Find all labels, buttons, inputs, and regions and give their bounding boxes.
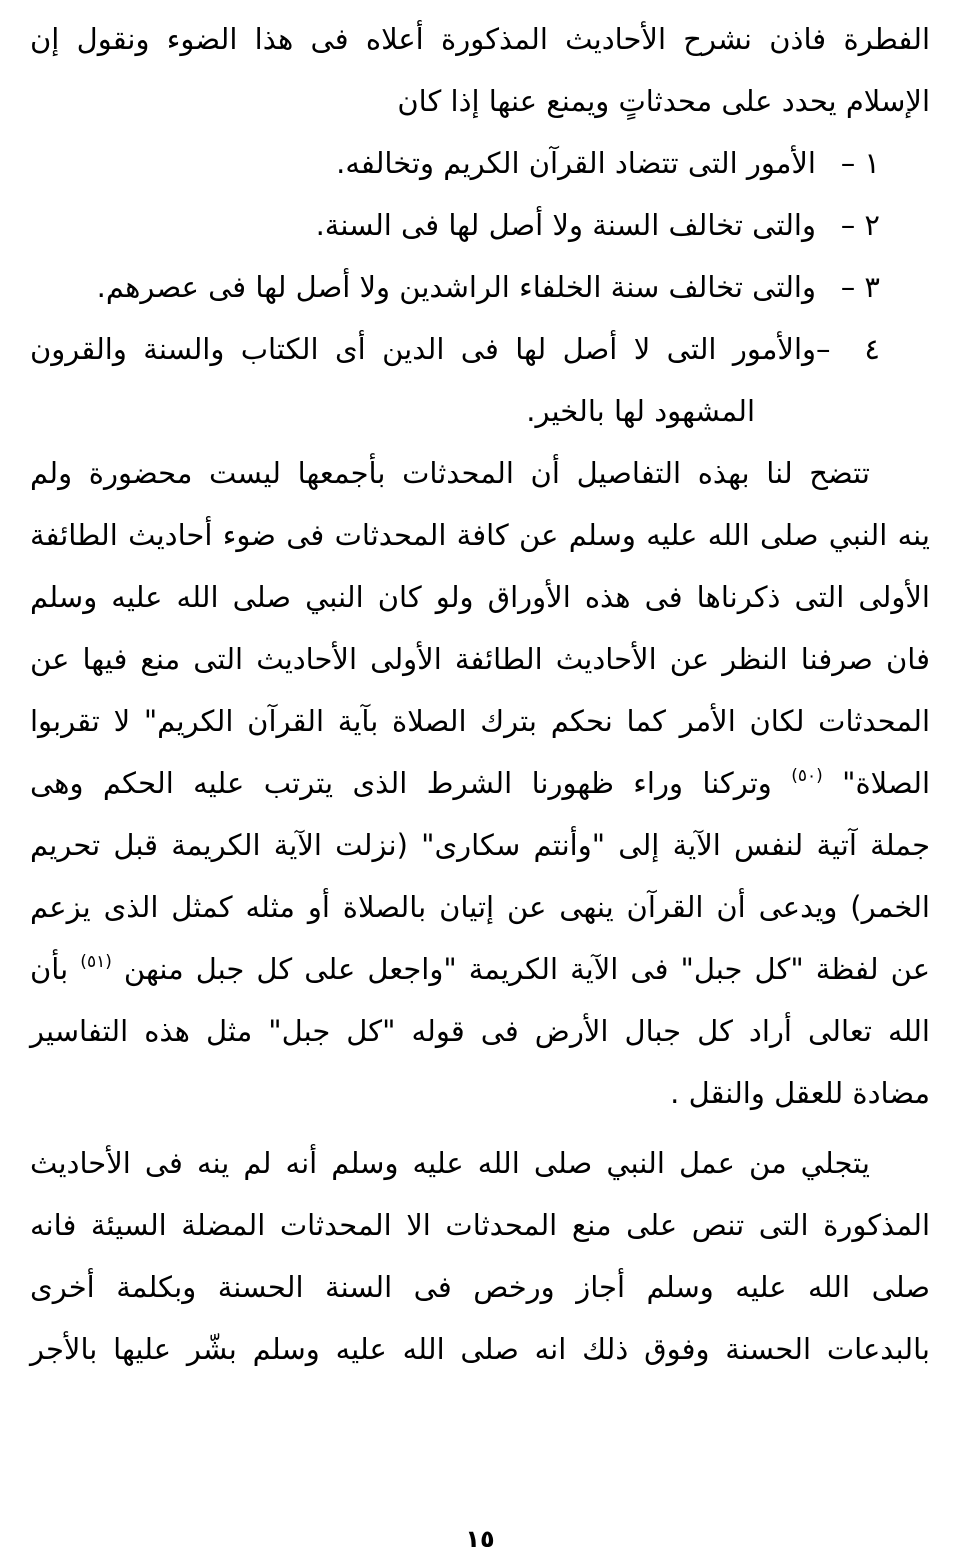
list-item-number: ١ – [840, 146, 880, 180]
list-item-text: والتى تخالف السنة ولا أصل لها فى السنة. [315, 208, 816, 242]
page-number: ١٥ [465, 1525, 495, 1553]
list-item [30, 318, 880, 380]
body-text-line: الفطرة فاذن نشرح الأحاديث المذكورة أعلاه فى هذا الضوء ونقول إن [30, 22, 930, 56]
list-item [30, 194, 880, 256]
list-item-text: والأمور التى لا أصل لها فى الدين أى الكتاب والسنة والقرون [30, 332, 816, 366]
body-text-line: الله تعالى أراد كل جبال الأرض فى قوله "كل جبل" مثل هذه التفاسير [30, 1014, 930, 1048]
body-text-line [30, 752, 930, 814]
body-text-line: بالبدعات الحسنة وفوق ذلك انه صلى الله عليه وسلم بشّر عليها بالأجر [30, 1332, 930, 1366]
body-text-line: الإسلام يحدد على محدثاتٍ ويمنع عنها إذا كان [397, 84, 930, 118]
text-segment: الصلاة" [842, 766, 931, 800]
body-text-line: مضادة للعقل والنقل . [670, 1076, 930, 1110]
list-item-number: ٣ – [840, 270, 880, 304]
body-text-line: المحدثات لكان الأمر كما نحكم بترك الصلاة بآية القرآن الكريم" لا تقربوا [30, 704, 930, 738]
body-text-line: ينه النبي صلى الله عليه وسلم عن كافة المحدثات فى ضوء أحاديث الطائفة [30, 518, 930, 552]
body-text-line: فان صرفنا النظر عن الأحاديث الطائفة الأولى الأحاديث التى منع فيها عن [30, 642, 930, 676]
paragraph-first-line: تتضح لنا بهذه التفاصيل أن المحدثات بأجمعها ليست محضورة ولم [30, 456, 870, 490]
list-item-number: ٤ – [816, 332, 880, 366]
list-item-continuation: المشهود لها بالخير. [526, 394, 755, 428]
text-segment: وتركنا وراء ظهورنا الشرط الذى يترتب عليه الحكم وهى [30, 766, 772, 800]
body-text-line: صلى الله عليه وسلم أجاز ورخص فى السنة الحسنة وبكلمة أخرى [30, 1270, 930, 1304]
paragraph-first-line: يتجلي من عمل النبي صلى الله عليه وسلم أنه لم ينه فى الأحاديث [30, 1146, 870, 1180]
list-item-text: الأمور التى تتضاد القرآن الكريم وتخالفه. [336, 146, 816, 180]
list-item [30, 256, 880, 318]
body-text-line: الأولى التى ذكرناها فى هذه الأوراق ولو كان النبي صلى الله عليه وسلم [30, 580, 930, 614]
text-segment: عن لفظة "كل جبل" فى الآية الكريمة "واجعل على كل جبل منهن [123, 952, 931, 986]
list-item [30, 132, 880, 194]
body-text-line: جملة آتية لنفس الآية إلى "وأنتم سكارى" (نزلت الآية الكريمة قبل تحريم [30, 828, 930, 862]
text-segment: بأن [30, 952, 69, 986]
body-text-line: المذكورة التى تنص على منع المحدثات الا المحدثات المضلة السيئة فانه [30, 1208, 930, 1242]
list-item-text: والتى تخالف سنة الخلفاء الراشدين ولا أصل لها فى عصرهم. [96, 270, 816, 304]
footnote-marker: (٥١) [80, 952, 112, 972]
footnote-marker: (٥٠) [791, 766, 823, 786]
body-text-line: الخمر) ويدعى أن القرآن ينهى عن إتيان بالصلاة أو مثله كمثل الذى يزعم [30, 890, 930, 924]
list-item-number: ٢ – [840, 208, 880, 242]
body-text-line [30, 938, 930, 1000]
